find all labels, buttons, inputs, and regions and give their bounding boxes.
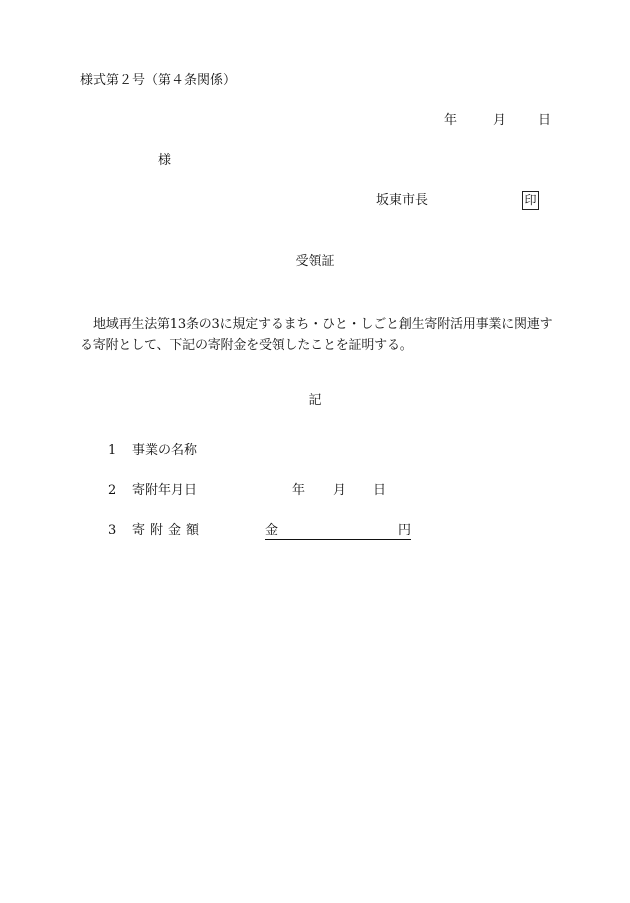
date-day-label: 日 xyxy=(538,113,552,128)
item-label-donation-amount: 寄附金額 xyxy=(132,523,205,538)
donation-date-day-label: 日 xyxy=(373,483,387,498)
donation-date-month-label: 月 xyxy=(333,483,347,498)
amount-suffix: 円 xyxy=(397,523,411,538)
date-month-label: 月 xyxy=(493,113,507,128)
item-number-3: 3 xyxy=(108,523,117,538)
amount-prefix: 金 xyxy=(265,523,279,538)
addressee-suffix: 様 xyxy=(158,153,172,168)
date-year-label: 年 xyxy=(444,113,458,128)
body-text: 地域再生法第13条の3に規定するまち・ひと・しごと創生寄附活用事業に関連する寄附として、下記の寄附金を受領したことを証明する。 xyxy=(80,317,553,353)
donation-date-year-label: 年 xyxy=(292,483,306,498)
ki-heading: 記 xyxy=(308,393,322,408)
seal-mark: 印 xyxy=(522,191,539,210)
item-number-2: 2 xyxy=(108,483,117,498)
amount-underline xyxy=(265,524,411,540)
item-label-project-name: 事業の名称 xyxy=(132,443,198,458)
issuer-name: 坂東市長 xyxy=(376,193,429,208)
document-title: 受領証 xyxy=(295,254,335,269)
form-number: 様式第２号（第４条関係） xyxy=(80,73,237,88)
item-label-donation-date: 寄附年月日 xyxy=(132,483,198,498)
item-number-1: 1 xyxy=(108,443,117,458)
